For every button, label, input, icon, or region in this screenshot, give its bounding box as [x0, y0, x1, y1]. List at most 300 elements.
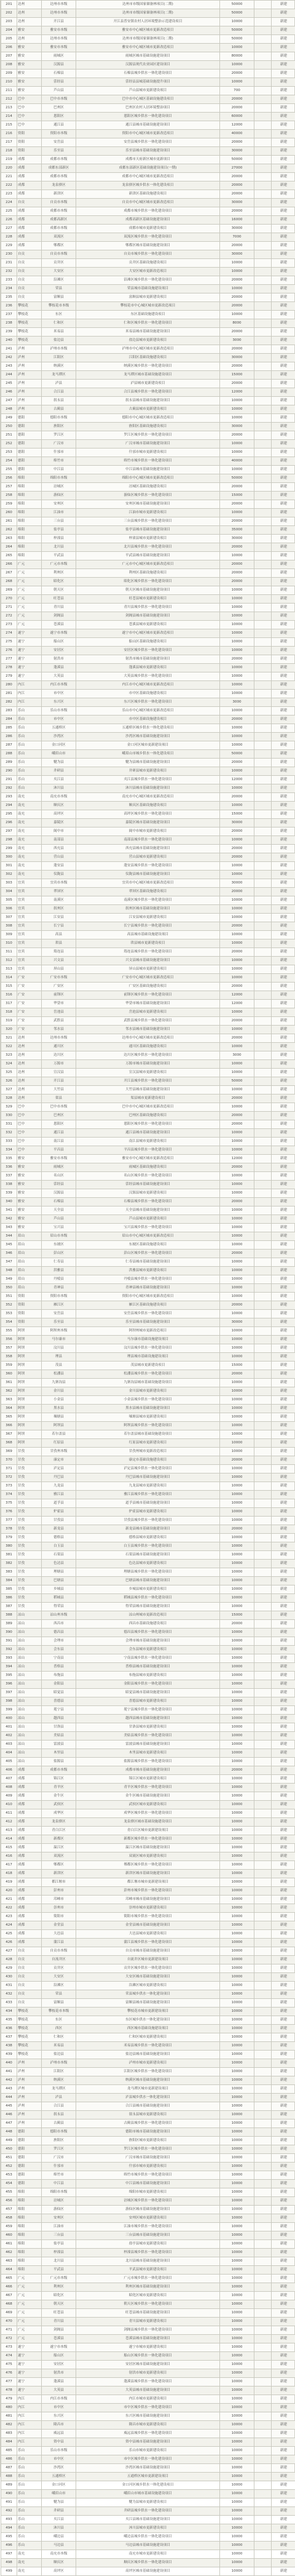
city-cell: 乐山 [17, 759, 42, 767]
amount-cell: 30000 [220, 250, 254, 259]
row-number: 295 [1, 810, 17, 819]
city-cell: 攀枝花 [17, 2042, 42, 2051]
table-row [1, 1835, 295, 1844]
blank-cell [254, 948, 272, 957]
type-cell: 新建 [272, 1293, 295, 1301]
district-cell: 苍溪县 [42, 2335, 76, 2343]
row-number: 302 [1, 871, 17, 879]
amount-cell: 10000 [220, 2206, 254, 2214]
amount-cell: 10000 [220, 1964, 254, 1973]
district-cell: 资中县 [42, 2438, 76, 2447]
city-cell: 凉山 [17, 1749, 42, 1758]
row-number: 425 [1, 1930, 17, 1939]
table-row [1, 26, 295, 35]
city-cell: 乐山 [17, 733, 42, 741]
type-cell: 新建 [272, 2085, 295, 2094]
table-row [1, 879, 295, 888]
amount-cell: 20000 [220, 173, 254, 181]
row-number: 460 [1, 2231, 17, 2240]
city-cell: 自贡 [17, 1982, 42, 1990]
city-cell: 自贡 [17, 250, 42, 259]
table-row [1, 1, 295, 9]
row-number: 255 [1, 466, 17, 474]
project-name-cell: 芦山县城市更新建设项目 [76, 87, 220, 95]
row-number: 238 [1, 319, 17, 328]
city-cell: 攀枝花 [17, 2051, 42, 2059]
amount-cell: 20000 [220, 302, 254, 311]
table-row [1, 2025, 295, 2033]
blank-cell [254, 138, 272, 147]
row-number: 257 [1, 483, 17, 492]
city-cell: 成都 [17, 1766, 42, 1775]
blank-cell [254, 2223, 272, 2231]
type-cell: 新建 [272, 810, 295, 819]
blank-cell [254, 552, 272, 560]
project-name-cell: 沐川县城市基础设施建设项目 [76, 784, 220, 793]
type-cell: 新建 [272, 845, 295, 853]
table-row [1, 604, 295, 612]
project-name-cell: 大英县城市基础设施建设项目 [76, 2387, 220, 2395]
city-cell: 绵阳 [17, 509, 42, 517]
city-cell: 攀枝花 [17, 2033, 42, 2042]
amount-cell: 10000 [220, 2249, 254, 2257]
district-cell: 青神县 [42, 1284, 76, 1293]
table-row [1, 1508, 295, 1517]
blank-cell [254, 1198, 272, 1206]
district-cell: 南充市本级 [42, 793, 76, 802]
district-cell: 九寨沟县 [42, 1379, 76, 1387]
row-number: 323 [1, 1051, 17, 1060]
project-name-cell: 芦山县城市更新建设项目 [76, 1215, 220, 1224]
type-cell: 新建 [272, 1723, 295, 1732]
type-cell: 新建 [272, 371, 295, 380]
type-cell: 新建 [272, 793, 295, 802]
table-row [1, 1250, 295, 1258]
table-row [1, 1482, 295, 1491]
amount-cell: 10000 [220, 2369, 254, 2378]
city-cell: 自贡 [17, 1964, 42, 1973]
district-cell: 旌阳区 [42, 423, 76, 431]
row-number: 259 [1, 500, 17, 509]
amount-cell: 10000 [220, 1758, 254, 1766]
amount-cell: 30000 [220, 819, 254, 827]
type-cell: 新建 [272, 2197, 295, 2206]
blank-cell [254, 853, 272, 862]
amount-cell: 20000 [220, 1250, 254, 1258]
city-cell: 攀枝花 [17, 2025, 42, 2033]
city-cell: 成都 [17, 1930, 42, 1939]
district-cell: 金牛区 [42, 1792, 76, 1801]
table-row [1, 905, 295, 914]
amount-cell: 12000 [220, 991, 254, 1000]
table-row [1, 716, 295, 724]
district-cell: 九龙县 [42, 1482, 76, 1491]
city-cell: 绵阳 [17, 535, 42, 543]
row-number: 421 [1, 1896, 17, 1904]
type-cell: 新建 [272, 655, 295, 664]
project-name-cell: 仁和区城市更新建设项目 [76, 2033, 220, 2042]
project-name-cell: 达州市市级国家储备林项目(二期) [76, 9, 220, 18]
table-row [1, 1405, 295, 1413]
type-cell: 新建 [272, 1008, 295, 1017]
city-cell: 自贡 [17, 276, 42, 285]
amount-cell: 10000 [220, 1103, 254, 1112]
amount-cell: 10000 [220, 2542, 254, 2550]
type-cell: 新建 [272, 207, 295, 216]
row-number: 269 [1, 586, 17, 595]
type-cell: 新建 [272, 1896, 295, 1904]
amount-cell: 10000 [220, 2111, 254, 2119]
type-cell: 新建 [272, 492, 295, 500]
table-row [1, 2559, 295, 2567]
row-number: 264 [1, 543, 17, 552]
amount-cell: 10000 [220, 957, 254, 965]
district-cell: 盐边县 [42, 337, 76, 345]
amount-cell: 10000 [220, 802, 254, 810]
blank-cell [254, 1766, 272, 1775]
amount-cell: 10000 [220, 2507, 254, 2516]
blank-cell [254, 276, 272, 285]
district-cell: 大邑县 [42, 1930, 76, 1939]
city-cell: 泸州 [17, 388, 42, 397]
district-cell: 梓潼县 [42, 2249, 76, 2257]
amount-cell: 10000 [220, 1491, 254, 1499]
district-cell: 旌阳区 [42, 2137, 76, 2145]
blank-cell [254, 1732, 272, 1741]
blank-cell [254, 991, 272, 1000]
type-cell: 新建 [272, 1732, 295, 1741]
amount-cell: 10000 [220, 621, 254, 629]
amount-cell: 10000 [220, 1284, 254, 1293]
blank-cell [254, 18, 272, 26]
district-cell: 达州市本级 [42, 9, 76, 18]
row-number: 271 [1, 604, 17, 612]
type-cell: 新建 [272, 1284, 295, 1293]
project-name-cell: 阿坝县城乡供水一体化建设项目 [76, 1422, 220, 1430]
type-cell: 新建 [272, 931, 295, 939]
project-name-cell: 自贡市中心城区城市更新改造项目 [76, 199, 220, 207]
project-name-cell: 会东县城市更新建设项目 [76, 1646, 220, 1654]
type-cell: 新建 [272, 922, 295, 931]
row-number: 248 [1, 405, 17, 414]
row-number: 471 [1, 2326, 17, 2335]
type-cell: 新建 [272, 1353, 295, 1362]
table-row [1, 1051, 295, 1060]
amount-cell: 20000 [220, 1120, 254, 1129]
project-name-cell: 金川县城市更新建设项目 [76, 1387, 220, 1396]
project-name-cell: 巴州区农村人居环境整治项目 [76, 104, 220, 113]
amount-cell: 10000 [220, 2016, 254, 2025]
table-row [1, 2128, 295, 2137]
city-cell: 遂宁 [17, 2387, 42, 2395]
blank-cell [254, 1301, 272, 1310]
city-cell: 甘孜 [17, 1542, 42, 1551]
district-cell: 巴中市本级 [42, 95, 76, 104]
table-row [1, 104, 295, 113]
project-name-cell: 苍溪县城市更新建设项目 [76, 621, 220, 629]
row-number: 204 [1, 26, 17, 35]
city-cell: 德阳 [17, 457, 42, 466]
city-cell: 乐山 [17, 2473, 42, 2481]
blank-cell [254, 207, 272, 216]
type-cell: 新建 [272, 1112, 295, 1120]
project-name-cell: 江阳区城乡供水一体化建设项目 [76, 2068, 220, 2076]
project-name-cell: 贡井区城乡供水一体化建设项目 [76, 1964, 220, 1973]
table-row [1, 18, 295, 26]
blank-cell [254, 2455, 272, 2464]
district-cell: 喜德县 [42, 1697, 76, 1706]
project-name-cell: 大竹县城市基础设施建设项目 [76, 1086, 220, 1095]
amount-cell: 10000 [220, 931, 254, 939]
district-cell: 彭州市 [42, 1887, 76, 1896]
row-number: 374 [1, 1491, 17, 1499]
blank-cell [254, 2300, 272, 2309]
row-number: 275 [1, 638, 17, 647]
district-cell: 东坡区 [42, 1241, 76, 1250]
blank-cell [254, 1560, 272, 1568]
district-cell: 越西县 [42, 1715, 76, 1723]
table-row [1, 1387, 295, 1396]
type-cell: 新建 [272, 440, 295, 449]
amount-cell: 12000 [220, 388, 254, 397]
project-name-cell: 汉源县现代农业园区建设项目 [76, 61, 220, 70]
blank-cell [254, 268, 272, 276]
blank-cell [254, 1284, 272, 1293]
amount-cell: 20000 [220, 655, 254, 664]
district-cell: 甘孜州本级 [42, 1448, 76, 1456]
row-number: 220 [1, 164, 17, 173]
district-cell: 隆昌市 [42, 2421, 76, 2430]
city-cell: 南充 [17, 819, 42, 827]
project-name-cell: 沿滩区城市更新建设项目 [76, 1982, 220, 1990]
blank-cell [254, 750, 272, 759]
row-number: 371 [1, 1465, 17, 1473]
project-name-cell: 泸县城乡供水一体化建设项目 [76, 2094, 220, 2102]
amount-cell: 10000 [220, 1939, 254, 1947]
row-number: 495 [1, 2533, 17, 2542]
amount-cell: 10000 [220, 1542, 254, 1551]
amount-cell: 10000 [220, 2094, 254, 2102]
row-number: 280 [1, 681, 17, 690]
city-cell: 凉山 [17, 1715, 42, 1723]
city-cell: 泸州 [17, 2119, 42, 2128]
city-cell: 凉山 [17, 1732, 42, 1741]
amount-cell: 10000 [220, 2292, 254, 2300]
type-cell: 新建 [272, 1241, 295, 1250]
blank-cell [254, 2059, 272, 2068]
table-row [1, 1198, 295, 1206]
blank-cell [254, 70, 272, 78]
blank-cell [254, 371, 272, 380]
type-cell: 新建 [272, 1973, 295, 1982]
blank-cell [254, 1051, 272, 1060]
district-cell: 仁和区 [42, 2033, 76, 2042]
table-row [1, 543, 295, 552]
type-cell: 新建 [272, 672, 295, 681]
table-row [1, 225, 295, 233]
blank-cell [254, 1603, 272, 1611]
amount-cell: 3000 [220, 698, 254, 707]
table-row [1, 302, 295, 311]
district-cell: 新津区 [42, 190, 76, 199]
row-number: 444 [1, 2094, 17, 2102]
amount-cell: 10000 [220, 1741, 254, 1749]
type-cell: 新建 [272, 1844, 295, 1852]
type-cell: 新建 [272, 2438, 295, 2447]
project-name-cell: 黑水县城市基础设施建设项目 [76, 1405, 220, 1413]
table-row [1, 655, 295, 664]
blank-cell [254, 2559, 272, 2567]
row-number: 355 [1, 1327, 17, 1336]
blank-cell [254, 2335, 272, 2343]
city-cell: 广元 [17, 2292, 42, 2300]
table-row [1, 2300, 295, 2309]
row-number: 454 [1, 2180, 17, 2188]
district-cell: 泸州市本级 [42, 345, 76, 354]
blank-cell [254, 802, 272, 810]
row-number: 299 [1, 845, 17, 853]
amount-cell: 10000 [220, 2033, 254, 2042]
project-name-cell: 巴塘县城市基础设施建设项目 [76, 1577, 220, 1585]
blank-cell [254, 1749, 272, 1758]
table-row [1, 1301, 295, 1310]
row-number: 345 [1, 1241, 17, 1250]
row-number: 382 [1, 1560, 17, 1568]
city-cell: 乐山 [17, 750, 42, 759]
project-name-cell: 温江区城市基础设施建设项目 [76, 1844, 220, 1852]
city-cell: 眉山 [17, 1232, 42, 1241]
project-table [1, 0, 295, 2576]
city-cell: 成都 [17, 1784, 42, 1792]
project-name-cell: 北川县城市基础设施建设项目 [76, 2257, 220, 2266]
city-cell: 宜宾 [17, 922, 42, 931]
amount-cell: 10000 [220, 1878, 254, 1887]
project-name-cell: 夹江县城市基础设施建设项目 [76, 2516, 220, 2524]
amount-cell: 10000 [220, 1568, 254, 1577]
row-number: 313 [1, 965, 17, 974]
city-cell: 凉山 [17, 1663, 42, 1672]
type-cell: 新建 [272, 2094, 295, 2102]
amount-cell: 10000 [220, 604, 254, 612]
district-cell: 道孚县 [42, 1499, 76, 1508]
row-number: 201 [1, 1, 17, 9]
type-cell: 新建 [272, 1852, 295, 1861]
city-cell: 阿坝 [17, 1362, 42, 1370]
district-cell: 泸州市本级 [42, 2059, 76, 2068]
district-cell: 叙永县 [42, 2111, 76, 2119]
table-row [1, 690, 295, 698]
row-number: 203 [1, 18, 17, 26]
row-number: 416 [1, 1852, 17, 1861]
project-name-cell: 万源市城市基础设施建设项目 [76, 1060, 220, 1069]
district-cell: 沐川县 [42, 2524, 76, 2533]
project-name-cell: 盐边县城市更新建设项目 [76, 337, 220, 345]
blank-cell [254, 2275, 272, 2283]
table-row [1, 1086, 295, 1095]
amount-cell: 10000 [220, 690, 254, 698]
type-cell: 新建 [272, 173, 295, 181]
table-row [1, 190, 295, 199]
amount-cell: 10000 [220, 681, 254, 690]
amount-cell: 20000 [220, 138, 254, 147]
project-name-cell: 雅安市中心城区城市更新改造项目 [76, 44, 220, 52]
amount-cell: 10000 [220, 2154, 254, 2163]
row-number: 464 [1, 2266, 17, 2275]
project-name-cell: 绵竹市城乡供水一体化建设项目 [76, 457, 220, 466]
row-number: 432 [1, 1990, 17, 1999]
row-number: 412 [1, 1818, 17, 1827]
blank-cell [254, 819, 272, 827]
district-cell: 郫都区 [42, 1861, 76, 1870]
blank-cell [254, 1396, 272, 1405]
row-number: 256 [1, 474, 17, 483]
row-number: 388 [1, 1611, 17, 1620]
row-number: 397 [1, 1689, 17, 1697]
type-cell: 新建 [272, 1129, 295, 1138]
row-number: 408 [1, 1784, 17, 1792]
project-name-cell: 得荣县城市基础设施建设项目 [76, 1603, 220, 1611]
table-row [1, 871, 295, 879]
district-cell: 五通桥区 [42, 724, 76, 733]
type-cell: 新建 [272, 604, 295, 612]
amount-cell: 20000 [220, 242, 254, 250]
project-name-cell: 米易县城市基础设施建设项目 [76, 328, 220, 337]
type-cell: 新建 [272, 1344, 295, 1353]
table-row [1, 1284, 295, 1293]
city-cell: 巴中 [17, 1129, 42, 1138]
district-cell: 达州市本级 [42, 35, 76, 44]
project-name-cell: 汶川县城乡供水一体化建设项目 [76, 1344, 220, 1353]
blank-cell [254, 1525, 272, 1534]
project-name-cell: 顺庆区城乡供水一体化建设项目 [76, 2559, 220, 2567]
table-row [1, 1318, 295, 1327]
row-number: 329 [1, 1103, 17, 1112]
amount-cell: 10000 [220, 2404, 254, 2412]
city-cell: 巴中 [17, 1112, 42, 1120]
district-cell: 富顺县 [42, 1999, 76, 2008]
city-cell: 南充 [17, 793, 42, 802]
city-cell: 遂宁 [17, 2369, 42, 2378]
blank-cell [254, 1077, 272, 1086]
row-number: 227 [1, 225, 17, 233]
district-cell: 旺苍县 [42, 2309, 76, 2318]
district-cell: 珙县 [42, 939, 76, 948]
project-name-cell: 自流井区城市更新建设项目 [76, 1956, 220, 1964]
project-name-cell: 石棉县城乡供水一体化建设项目 [76, 1198, 220, 1206]
table-body [1, 1, 295, 2576]
amount-cell: 10000 [220, 1008, 254, 1017]
row-number: 309 [1, 931, 17, 939]
amount-cell: 30000 [220, 147, 254, 156]
project-name-cell: 绵阳市城市更新建设项目 [76, 2188, 220, 2197]
district-cell: 康定市 [42, 1456, 76, 1465]
district-cell: 金阳县 [42, 1680, 76, 1689]
amount-cell: 20000 [220, 1163, 254, 1172]
project-name-cell: 宜宾市中心城区城市更新改造项目 [76, 879, 220, 888]
district-cell: 得荣县 [42, 1603, 76, 1611]
type-cell: 新建 [272, 560, 295, 569]
city-cell: 乐山 [17, 784, 42, 793]
project-name-cell: 宣汉县城市更新建设项目 [76, 1069, 220, 1077]
blank-cell [254, 931, 272, 939]
blank-cell [254, 1275, 272, 1284]
project-name-cell: 高坪区城市基础设施建设项目 [76, 2567, 220, 2576]
type-cell: 新建 [272, 1921, 295, 1930]
city-cell: 自贡 [17, 199, 42, 207]
table-row [1, 1155, 295, 1163]
project-name-cell: 雅江县城乡供水一体化建设项目 [76, 1491, 220, 1499]
city-cell: 凉山 [17, 1654, 42, 1663]
